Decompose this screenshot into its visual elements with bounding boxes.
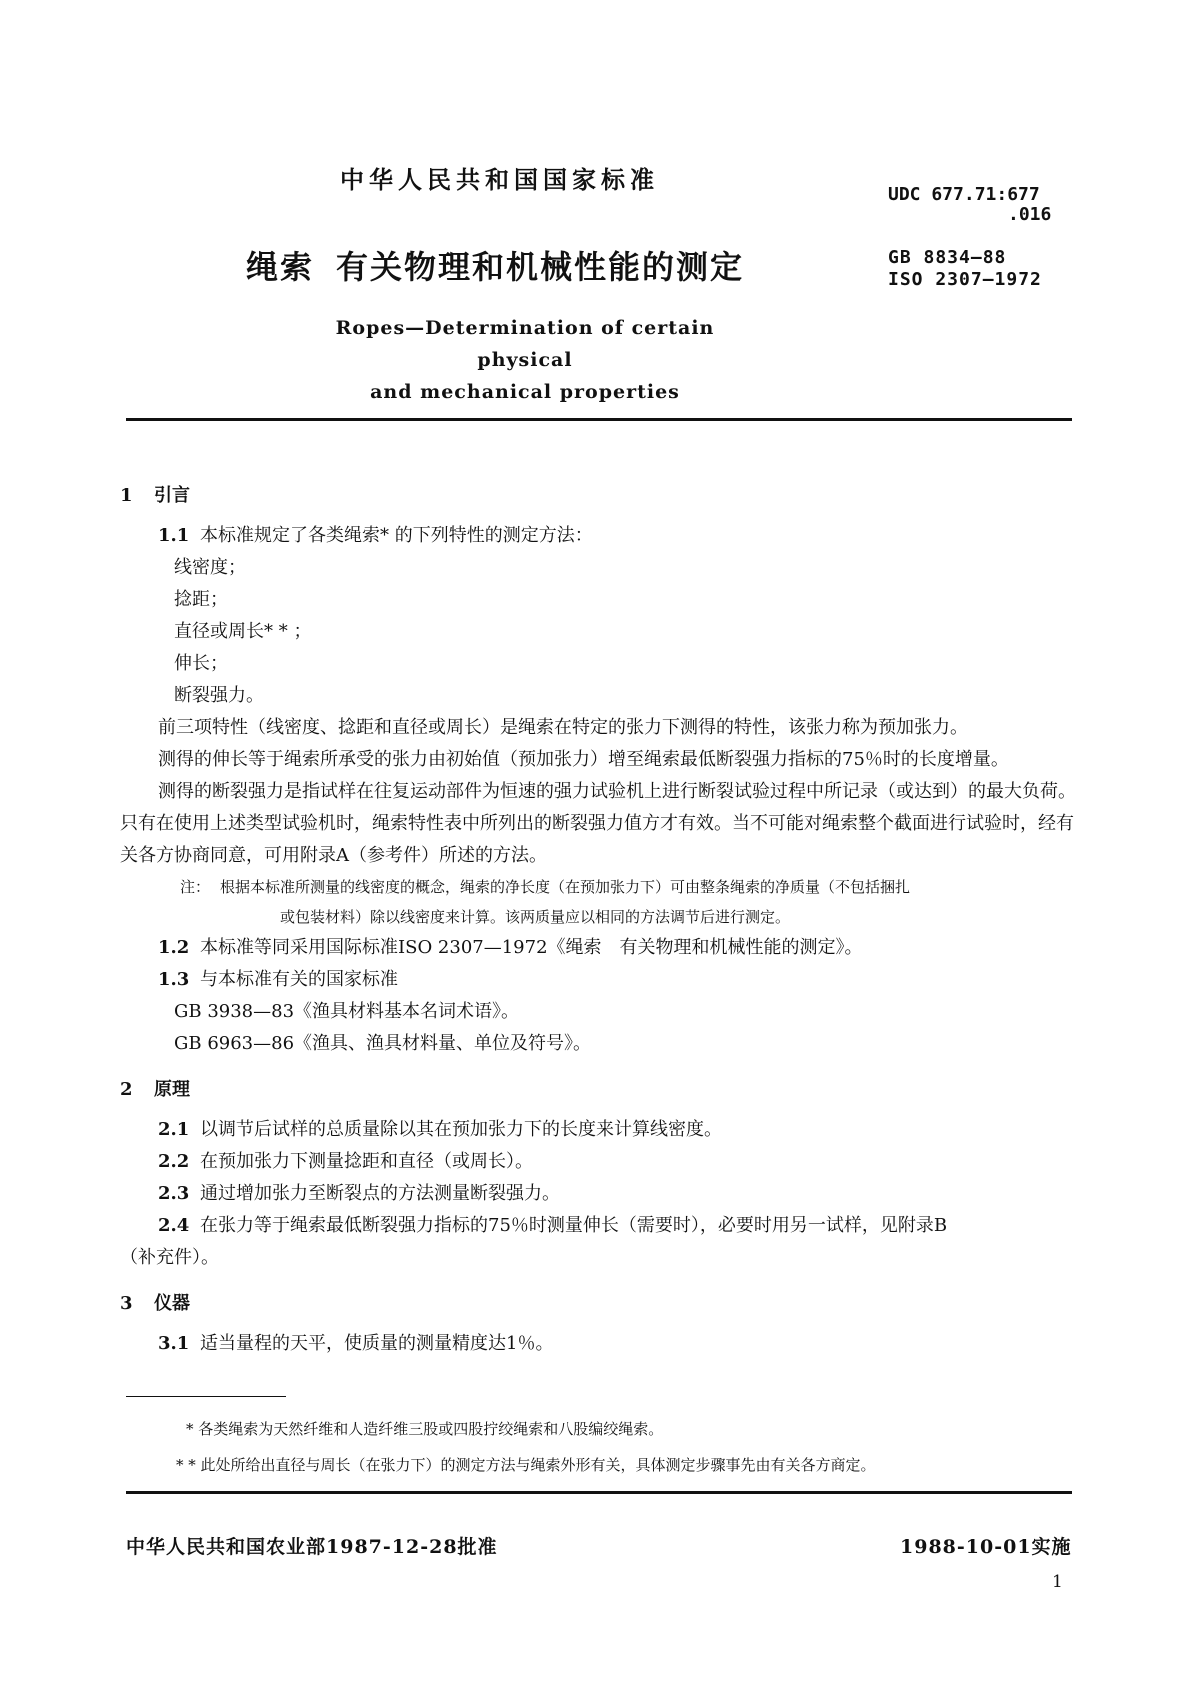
clause-text: 在预加张力下测量捻距和直径（或周长）。 [200, 1151, 533, 1172]
section-1-heading [120, 480, 1080, 512]
clause-number: 1.1 [158, 525, 190, 546]
note [120, 872, 1080, 932]
clause-number: 2.2 [158, 1151, 190, 1172]
udc-line-2: .016 [1008, 204, 1052, 225]
clause-2-2 [120, 1146, 1080, 1178]
list-item: 伸长； [174, 653, 228, 674]
clause-2-4 [120, 1210, 1080, 1242]
clause-1-2 [120, 932, 1080, 964]
clause-text: 在张力等于绳索最低断裂强力指标的75％时测量伸长（需要时），必要时用另一试样，见附录B [200, 1215, 948, 1236]
section-number: 3 [120, 1293, 133, 1314]
clause-number: 3.1 [158, 1333, 190, 1354]
clause-number: 1.3 [158, 969, 190, 990]
clause-number: 1.2 [158, 937, 190, 958]
list-item: 断裂强力。 [174, 685, 264, 706]
clause-text: 本标准规定了各类绳索* 的下列特性的测定方法： [200, 525, 593, 546]
document-body [120, 470, 1080, 1360]
gb-number: GB 8834—88 [888, 247, 1007, 268]
list-item: 捻距； [174, 589, 228, 610]
title-cn-part2: 有关物理和机械性能的测定 [336, 248, 745, 286]
reference-item: GB 6963—86《渔具、渔具材料量、单位及符号》。 [174, 1033, 592, 1054]
clause-1-3 [120, 964, 1080, 996]
clause-number: 2.1 [158, 1119, 190, 1140]
document-title-en [290, 312, 760, 408]
section-title: 仪器 [154, 1293, 190, 1314]
udc-line-1: UDC 677.71:677 [888, 184, 1040, 205]
clause-text: 以调节后试样的总质量除以其在预加张力下的长度来计算线密度。 [200, 1119, 722, 1140]
note-line-1: 根据本标准所测量的线密度的概念，绳索的净长度（在预加张力下）可由整条绳索的净质量（不包括捆扎 [220, 878, 911, 896]
clause-3-1 [120, 1328, 1080, 1360]
paragraph: 测得的断裂强力是指试样在往复运动部件为恒速的强力试验机上进行断裂试验过程中所记录（或达到）的最大负荷。只有在使用上述类型试验机时，绳索特性表中所列出的断裂强力值方才有效。当不可能对绳索整个截面进行试验时，经有关各方协商同意，可用附录A（参考件）所述的方法。 [120, 781, 1076, 866]
title-en-line1: Ropes—Determination of certain physical [335, 317, 715, 371]
effective-date: 1988-10-01实施 [900, 1536, 1072, 1558]
reference-item: GB 3938—83《渔具材料基本名词术语》。 [174, 1001, 520, 1022]
paragraph: 前三项特性（线密度、捻距和直径或周长）是绳索在特定的张力下测得的特性，该张力称为预加张力。 [158, 717, 968, 738]
section-3-heading [120, 1288, 1080, 1320]
paragraph: 测得的伸长等于绳索所承受的张力由初始值（预加张力）增至绳索最低断裂强力指标的75％时的长度增量。 [158, 749, 1009, 770]
list-item: 直径或周长* * ； [174, 621, 312, 642]
clause-2-4-continuation: （补充件）。 [120, 1247, 219, 1268]
footnote-1: * 各类绳索为天然纤维和人造纤维三股或四股拧绞绳索和八股编绞绳索。 [186, 1420, 664, 1438]
clause-2-1 [120, 1114, 1080, 1146]
clause-2-3 [120, 1178, 1080, 1210]
approval-info: 中华人民共和国农业部1987-12-28批准 [126, 1536, 498, 1558]
footer-divider [126, 1491, 1072, 1494]
section-title: 引言 [154, 485, 190, 506]
title-cn-part1: 绳索 [246, 248, 315, 286]
clause-number: 2.4 [158, 1215, 190, 1236]
clause-text: 适当量程的天平，使质量的测量精度达1％。 [200, 1333, 554, 1354]
section-2-heading [120, 1074, 1080, 1106]
note-line-2: 或包装材料）除以线密度来计算。该两质量应以相同的方法调节后进行测定。 [280, 908, 791, 926]
page-number: 1 [1052, 1572, 1063, 1592]
national-standard-label: 中华人民共和国国家标准 [340, 165, 659, 194]
section-title: 原理 [154, 1079, 190, 1100]
list-item: 线密度； [174, 557, 246, 578]
clause-number: 2.3 [158, 1183, 190, 1204]
note-label: 注： [180, 878, 211, 896]
clause-text: 通过增加张力至断裂点的方法测量断裂强力。 [200, 1183, 560, 1204]
footnote-2: * * 此处所给出直径与周长（在张力下）的测定方法与绳索外形有关，具体测定步骤事先由有关各方商定。 [176, 1456, 876, 1474]
udc-code [888, 185, 1051, 225]
document-title-cn [246, 242, 744, 288]
section-number: 2 [120, 1079, 133, 1100]
clause-1-1 [120, 520, 1080, 552]
clause-text: 本标准等同采用国际标准ISO 2307—1972《绳索 有关物理和机械性能的测定》。 [200, 937, 863, 958]
header-divider [126, 418, 1072, 421]
standard-numbers [888, 247, 1042, 291]
footnote-divider [126, 1396, 286, 1397]
section-number: 1 [120, 485, 133, 506]
title-en-line2: and mechanical properties [370, 381, 680, 403]
clause-text: 与本标准有关的国家标准 [200, 969, 398, 990]
iso-number: ISO 2307—1972 [888, 269, 1042, 290]
